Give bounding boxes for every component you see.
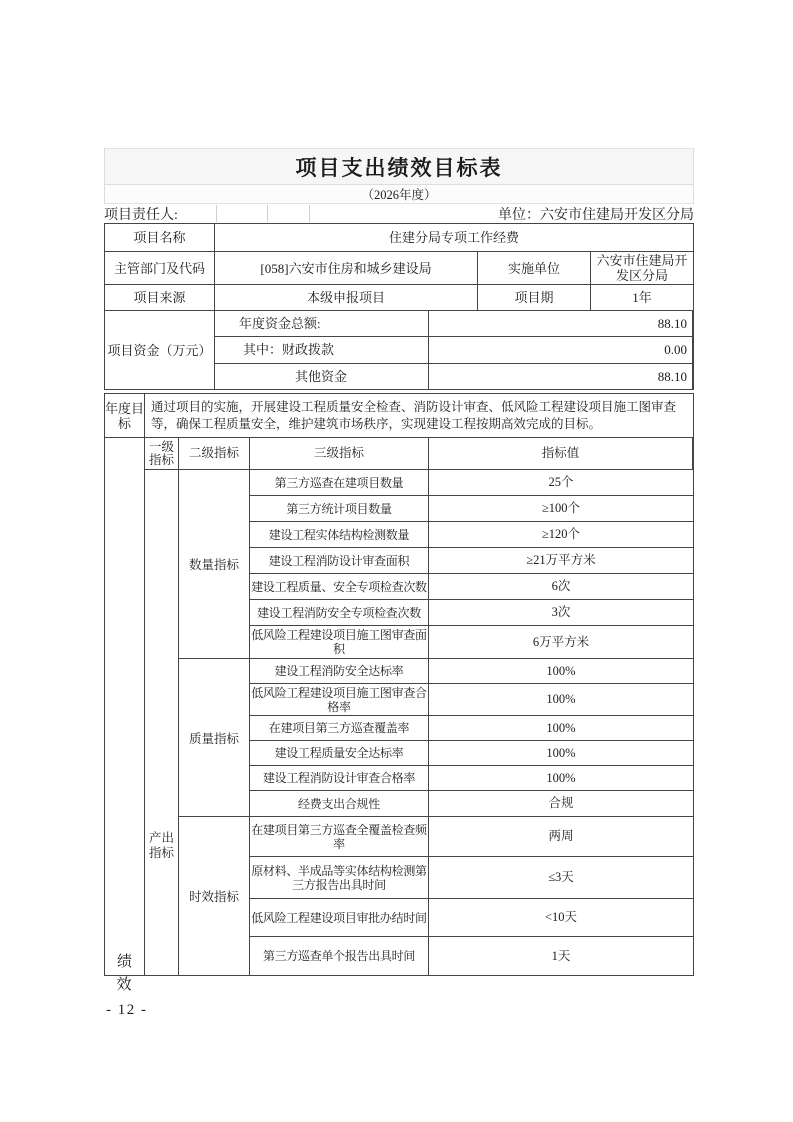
funds-total-label: 年度资金总额: — [215, 311, 429, 336]
indicator-value-cell: 6次 — [551, 579, 571, 593]
header-level2: 二级指标 — [179, 438, 250, 469]
cell-divider — [309, 205, 310, 222]
indicators-table — [105, 438, 693, 975]
funds-total-value: 88.10 — [429, 311, 693, 336]
indicator-label-cell: 第三方巡查单个报告出具时间 — [250, 937, 429, 975]
indicator-row — [250, 741, 693, 766]
unit-text: 单位：六安市住建局开发区分局 — [498, 207, 694, 223]
source-value: 本级申报项目 — [215, 285, 478, 310]
indicator-label-cell: 原材料、半成品等实体结构检测第三方报告出具时间 — [250, 857, 429, 898]
indicator-value-cell: 3次 — [551, 605, 571, 619]
project-name-label: 项目名称 — [105, 224, 215, 251]
document-subtitle: （2026年度） — [361, 188, 437, 202]
subtitle-row — [105, 185, 693, 204]
indicator-label-cell: 建设工程实体结构检测数量 — [250, 522, 429, 547]
funds-other-value: 88.10 — [429, 364, 693, 389]
indicator-value-cell: <10天 — [544, 910, 578, 924]
project-name-value: 住建分局专项工作经费 — [388, 230, 519, 245]
indicator-row — [250, 522, 693, 548]
group-timeliness-label: 时效指标 — [179, 817, 250, 975]
indicator-row — [250, 626, 693, 658]
title-band — [104, 148, 694, 204]
indicator-value-cell: ≥21万平方米 — [526, 553, 596, 567]
goal-and-indicators-table — [104, 393, 694, 976]
header-level1: 一级指标 — [145, 438, 179, 469]
source-label: 项目来源 — [105, 285, 215, 310]
indicator-label-cell: 经费支出合规性 — [250, 791, 429, 816]
indicator-value-cell: ≥100个 — [541, 501, 581, 515]
indicator-label-cell: 第三方巡查在建项目数量 — [250, 470, 429, 495]
page-number: - 12 - — [106, 1002, 148, 1018]
indicators-header-row — [145, 438, 693, 470]
side-label-clipped-char: 效 — [116, 977, 132, 993]
report-sheet — [104, 148, 694, 976]
indicator-row — [250, 684, 693, 716]
indicator-value-cell: 合规 — [548, 796, 574, 810]
table-row-department — [105, 252, 693, 285]
level1-label: 产出指标 — [148, 831, 174, 860]
annual-goal-label: 年度目标 — [105, 394, 145, 437]
indicator-row — [250, 899, 693, 937]
period-value: 1年 — [632, 290, 652, 305]
indicator-value-cell: 6万平方米 — [532, 634, 590, 649]
table-row-project-name — [105, 224, 693, 252]
indicator-row — [250, 574, 693, 600]
indicator-label-cell: 第三方统计项目数量 — [250, 496, 429, 521]
indicator-row — [250, 766, 693, 791]
indicator-label-cell: 低风险工程建设项目审批办结时间 — [250, 899, 429, 936]
responsible-row — [104, 204, 694, 223]
indicator-value-cell: 100% — [546, 745, 576, 760]
department-value: [058]六安市住房和城乡建设局 — [215, 252, 478, 284]
table-row-funds — [105, 311, 693, 389]
department-label: 主管部门及代码 — [105, 252, 215, 284]
period-label: 项目期 — [478, 285, 591, 310]
funds-row-total — [215, 311, 693, 337]
indicator-label-cell: 在建项目第三方巡查全覆盖检查频率 — [250, 817, 429, 856]
title-row — [105, 149, 693, 185]
responsible-label: 项目责任人: — [104, 207, 178, 223]
indicator-value-cell: 100% — [546, 663, 576, 678]
indicator-row — [250, 817, 693, 857]
annual-goal-row — [105, 394, 693, 438]
indicator-value-cell: 100% — [546, 770, 576, 785]
indicator-label-cell: 低风险工程建设项目施工图审查面积 — [250, 626, 429, 658]
indicator-label-cell: 低风险工程建设项目施工图审查合格率 — [250, 684, 429, 715]
indicator-row — [250, 791, 693, 816]
performance-side-column — [105, 438, 145, 975]
indicator-value-cell: 1天 — [551, 948, 571, 963]
annual-goal-text: 通过项目的实施，开展建设工程质量安全检查、消防设计审查、低风险工程建设项目施工图审查等，确保工程质量安全，维护建筑市场秩序，实现建设工程按期高效完成的目标。 — [151, 399, 677, 431]
funds-label: 项目资金（万元） — [105, 311, 215, 389]
indicator-label-cell: 在建项目第三方巡查覆盖率 — [250, 716, 429, 740]
group-quantity — [179, 470, 693, 659]
indicator-row — [250, 857, 693, 899]
indicator-label-cell: 建设工程质量、安全专项检查次数 — [250, 574, 429, 599]
funds-fiscal-label: 其中：财政拨款 — [215, 337, 429, 362]
indicator-label-cell: 建设工程消防设计审查面积 — [250, 548, 429, 573]
cell-divider — [267, 205, 268, 222]
group-timeliness — [179, 817, 693, 975]
indicator-label-cell: 建设工程质量安全达标率 — [250, 741, 429, 765]
project-info-table — [104, 223, 694, 390]
header-level3: 三级指标 — [250, 438, 429, 469]
side-label-char: 绩 — [116, 954, 132, 970]
group-quality — [179, 659, 693, 817]
indicator-value-cell: 25个 — [548, 475, 574, 489]
indicators-main — [145, 438, 693, 975]
funds-other-label: 其他资金 — [215, 364, 429, 389]
indicator-label-cell: 建设工程消防安全达标率 — [250, 659, 429, 683]
indicator-value-cell: 100% — [546, 692, 576, 706]
funds-row-other — [215, 364, 693, 389]
indicators-body — [145, 470, 693, 975]
indicator-value-cell: 两周 — [548, 829, 574, 843]
group-quality-label: 质量指标 — [179, 659, 250, 816]
indicator-row — [250, 716, 693, 741]
indicator-label-cell: 建设工程消防安全专项检查次数 — [250, 600, 429, 625]
impl-unit-label: 实施单位 — [478, 252, 591, 284]
indicator-value-cell: ≤3天 — [548, 870, 574, 884]
funds-rows — [215, 311, 693, 389]
indicator-value-cell: 100% — [546, 720, 576, 735]
group-quantity-label: 数量指标 — [179, 470, 250, 658]
indicator-row — [250, 470, 693, 496]
document-title: 项目支出绩效目标表 — [295, 155, 503, 180]
impl-unit-value: 六安市住建局开发区分局 — [596, 253, 688, 283]
indicator-groups — [179, 470, 693, 975]
indicator-label-cell: 建设工程消防设计审查合格率 — [250, 766, 429, 790]
header-value: 指标值 — [429, 438, 693, 469]
indicator-row — [250, 600, 693, 626]
indicator-row — [250, 496, 693, 522]
indicator-value-cell: ≥120个 — [541, 527, 581, 541]
indicator-row — [250, 937, 693, 975]
level1-column — [145, 470, 179, 975]
funds-fiscal-value: 0.00 — [429, 337, 693, 362]
indicator-row — [250, 659, 693, 684]
table-row-source — [105, 285, 693, 311]
funds-row-fiscal — [215, 337, 693, 363]
indicator-row — [250, 548, 693, 574]
cell-divider — [216, 205, 217, 222]
